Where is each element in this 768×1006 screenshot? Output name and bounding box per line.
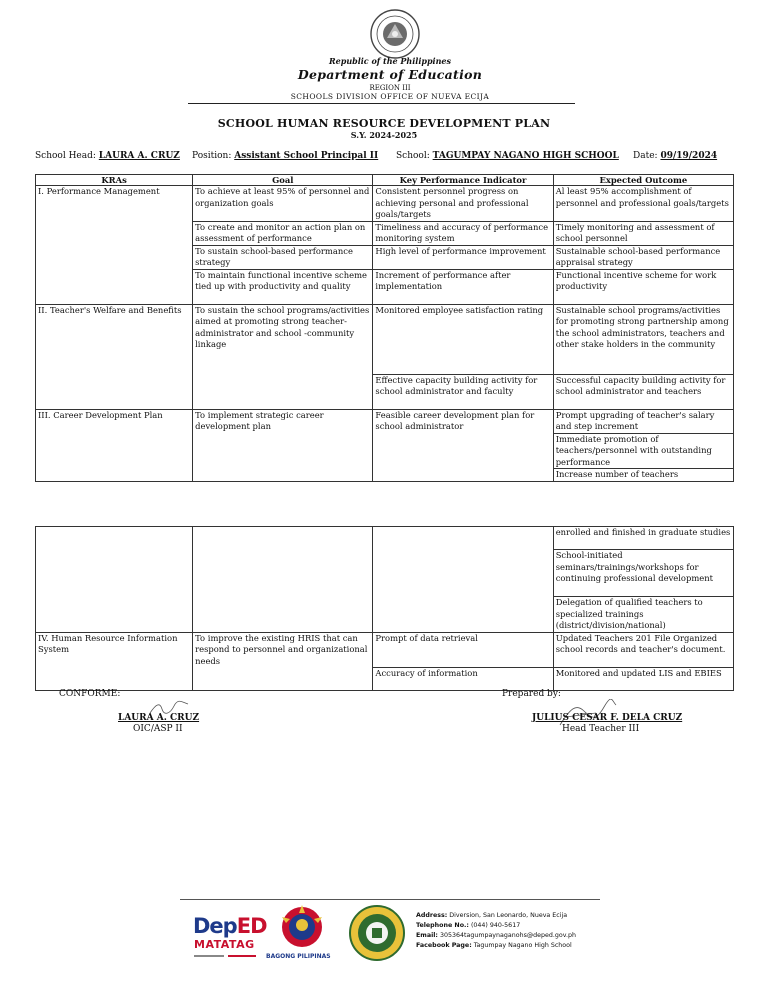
- date-field: [633, 151, 717, 161]
- prepared-title: Head Teacher III: [562, 724, 640, 734]
- bagong-pilipinas-text: BAGONG PILIPINAS: [266, 953, 331, 960]
- kpi-cell: Feasible career development plan for school administrator: [373, 409, 553, 481]
- position-field: [192, 151, 378, 161]
- kra-cell: II. Teacher's Welfare and Benefits: [36, 304, 193, 409]
- hr-plan-table-continued: [35, 526, 734, 691]
- facebook-label: Facebook Page:: [416, 942, 472, 949]
- school-head-value: LAURA A. CRUZ: [98, 151, 180, 161]
- outcome-cell: School-initiated seminars/trainings/workshops for continuing professional development: [553, 550, 733, 597]
- goal-cell: To create and monitor an action plan on assessment of performance: [193, 221, 373, 245]
- kpi-cell: Accuracy of information: [373, 667, 553, 690]
- facebook-value: Tagumpay Nagano High School: [473, 942, 572, 949]
- outcome-cell: Increase number of teachers: [553, 469, 733, 482]
- kra-cell: I. Performance Management: [36, 186, 193, 305]
- department-name: Department of Education: [297, 67, 483, 82]
- goal-cell: To achieve at least 95% of personnel and organization goals: [193, 186, 373, 222]
- hr-plan-table: [35, 174, 734, 482]
- bagong-pilipinas-logo-icon: [274, 903, 330, 953]
- deped-logo-dep: Dep: [193, 914, 237, 938]
- position-value: Assistant School Principal II: [234, 151, 379, 161]
- republic-text: Republic of the Philippines: [328, 56, 451, 66]
- table-row: [36, 304, 734, 374]
- header-goal: Goal: [193, 175, 373, 186]
- prepared-label: Prepared by:: [502, 689, 561, 699]
- school-year: S.Y. 2024-2025: [350, 130, 418, 140]
- address-label: Address:: [416, 912, 448, 919]
- table-row: [36, 186, 734, 222]
- outcome-cell: Prompt upgrading of teacher's salary and step increment: [553, 409, 733, 433]
- table-header-row: [36, 175, 734, 186]
- kpi-cell: Prompt of data retrieval: [373, 632, 553, 667]
- email-label: Email:: [416, 932, 438, 939]
- conforme-name: LAURA A. CRUZ: [118, 713, 200, 723]
- kra-cell: III. Career Development Plan: [36, 409, 193, 481]
- region-text: REGION III: [369, 84, 411, 92]
- header-divider: [188, 103, 575, 104]
- matatag-logo: MATATAG: [194, 938, 255, 951]
- school-value: TAGUMPAY NAGANO HIGH SCHOOL: [432, 151, 619, 161]
- school-head-label: School Head:: [35, 151, 96, 161]
- outcome-cell: Successful capacity building activity for school administrator and teachers: [553, 374, 733, 409]
- kpi-cell: Increment of performance after implementation: [373, 269, 553, 304]
- goal-cell: To sustain school-based performance strategy: [193, 245, 373, 269]
- telephone-label: Telephone No.:: [416, 922, 469, 929]
- table-row: [36, 632, 734, 667]
- school-label: School:: [396, 151, 430, 161]
- kpi-cell: Monitored employee satisfaction rating: [373, 304, 553, 374]
- header-outcome: Expected Outcome: [553, 175, 733, 186]
- deped-logo: [193, 914, 267, 938]
- date-label: Date:: [633, 151, 658, 161]
- kpi-cell: Consistent personnel progress on achieving personal and professional goals/targets: [373, 186, 553, 222]
- outcome-cell: Al least 95% accomplishment of personnel and professional goals/targets: [553, 186, 733, 222]
- table-row: [36, 527, 734, 550]
- telephone-line: [416, 921, 576, 931]
- division-text: SCHOOLS DIVISION OFFICE OF NUEVA ECIJA: [290, 92, 490, 101]
- outcome-cell: Sustainable school-based performance appraisal strategy: [553, 245, 733, 269]
- email-line: [416, 931, 576, 941]
- header-kras: KRAs: [36, 175, 193, 186]
- goal-cell: To improve the existing HRIS that can respond to personnel and organizational needs: [193, 632, 373, 690]
- outcome-cell: enrolled and finished in graduate studies: [553, 527, 733, 550]
- header-kpi: Key Performance Indicator: [373, 175, 553, 186]
- outcome-cell: Delegation of qualified teachers to specialized trainings (district/division/national): [553, 597, 733, 633]
- contact-info: [416, 911, 576, 951]
- matatag-tagline-icon: [194, 952, 258, 960]
- document-title: SCHOOL HUMAN RESOURCE DEVELOPMENT PLAN: [217, 117, 551, 130]
- goal-cell: To maintain functional incentive scheme tied up with productivity and quality: [193, 269, 373, 304]
- table-row: [36, 409, 734, 433]
- telephone-value: (044) 940-5617: [470, 922, 521, 929]
- kpi-cell: Timeliness and accuracy of performance monitoring system: [373, 221, 553, 245]
- date-value: 09/19/2024: [660, 151, 718, 161]
- kpi-cell: High level of performance improvement: [373, 245, 553, 269]
- prepared-name: JULIUS CESAR F. DELA CRUZ: [532, 713, 683, 723]
- outcome-cell: Timely monitoring and assessment of school personnel: [553, 221, 733, 245]
- deped-seal-icon: [365, 8, 425, 60]
- kpi-cell: Effective capacity building activity for school administrator and faculty: [373, 374, 553, 409]
- school-field: [396, 151, 619, 161]
- address-value: Diversion, San Leonardo, Nueva Ecija: [449, 912, 568, 919]
- facebook-line: [416, 941, 576, 951]
- address-line: [416, 911, 576, 921]
- goal-cell: To sustain the school programs/activities aimed at promoting strong teacher-administrator and school -community linkage: [193, 304, 373, 409]
- outcome-cell: Immediate promotion of teachers/personnel with outstanding performance: [553, 433, 733, 469]
- conforme-label: CONFORME:: [59, 689, 121, 699]
- deped-logo-ed: ED: [236, 914, 267, 938]
- school-head-field: [35, 151, 180, 161]
- kra-cell: [36, 527, 193, 633]
- outcome-cell: Sustainable school programs/activities for promoting strong partnership among the school administrators, teachers and other stake holders in the community: [553, 304, 733, 374]
- outcome-cell: Monitored and updated LIS and EBIES: [553, 667, 733, 690]
- email-value: 305364tagumpaynaganohs@deped.gov.ph: [439, 932, 576, 939]
- outcome-cell: Functional incentive scheme for work productivity: [553, 269, 733, 304]
- footer-divider: [180, 899, 600, 900]
- outcome-cell: Updated Teachers 201 File Organized school records and teacher's document.: [553, 632, 733, 667]
- kpi-cell: [373, 527, 553, 633]
- goal-cell: [193, 527, 373, 633]
- kra-cell: IV. Human Resource Information System: [36, 632, 193, 690]
- conforme-title: OIC/ASP II: [133, 724, 183, 734]
- position-label: Position:: [192, 151, 232, 161]
- goal-cell: To implement strategic career development plan: [193, 409, 373, 481]
- school-seal-icon: [346, 904, 408, 962]
